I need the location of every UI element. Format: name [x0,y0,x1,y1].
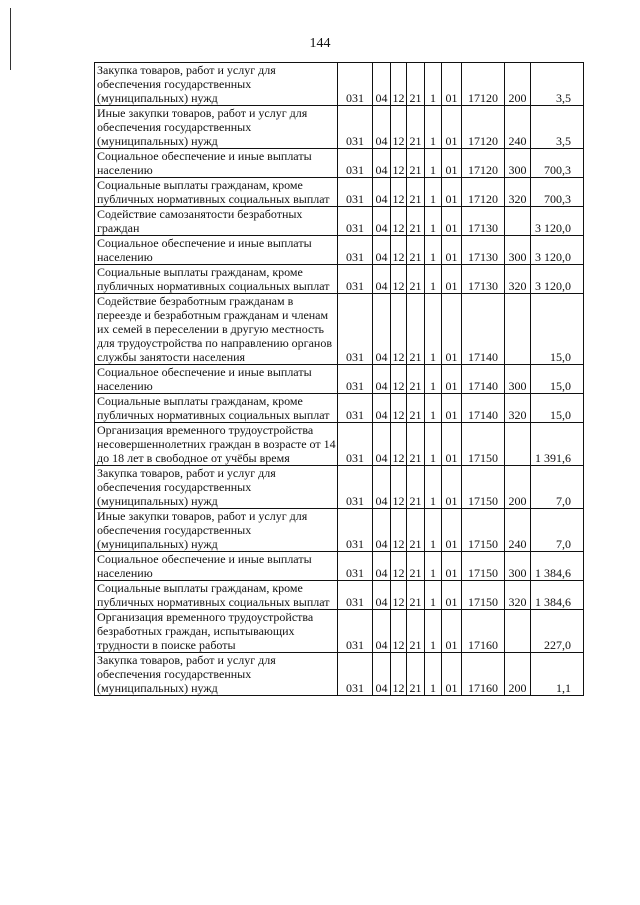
table-row [95,265,584,294]
subprogram-code: 1 [425,149,442,178]
row-name: Организация временного трудоустройства несовершеннолетних граждан в возрасте от 14 до 18 лет в свободное от учёбы время [95,423,338,466]
expense-type-code: 200 [505,653,531,696]
event-code: 01 [442,149,462,178]
subprogram-code: 1 [425,365,442,394]
section-code: 04 [373,581,391,610]
program-code: 21 [407,294,425,365]
event-code: 01 [442,466,462,509]
direction-code: 17160 [462,653,505,696]
expense-type-code: 300 [505,365,531,394]
program-code: 21 [407,610,425,653]
table-row [95,509,584,552]
subsection-code: 12 [391,236,407,265]
event-code: 01 [442,294,462,365]
subsection-code: 12 [391,466,407,509]
section-code: 04 [373,106,391,149]
subsection-code: 12 [391,394,407,423]
row-name: Закупка товаров, работ и услуг для обеспечения государственных (муниципальных) нужд [95,653,338,696]
expense-type-code: 200 [505,466,531,509]
ministry-code: 031 [338,149,373,178]
amount: 15,0 [531,394,584,423]
event-code: 01 [442,236,462,265]
amount: 15,0 [531,294,584,365]
row-name: Социальное обеспечение и иные выплаты населению [95,552,338,581]
subprogram-code: 1 [425,63,442,106]
event-code: 01 [442,509,462,552]
program-code: 21 [407,466,425,509]
row-name: Социальное обеспечение и иные выплаты населению [95,149,338,178]
subsection-code: 12 [391,509,407,552]
table-row [95,466,584,509]
program-code: 21 [407,236,425,265]
table-row [95,207,584,236]
program-code: 21 [407,552,425,581]
event-code: 01 [442,265,462,294]
ministry-code: 031 [338,552,373,581]
ministry-code: 031 [338,236,373,265]
table-row [95,365,584,394]
ministry-code: 031 [338,653,373,696]
subprogram-code: 1 [425,509,442,552]
row-name: Содействие самозанятости безработных граждан [95,207,338,236]
amount: 227,0 [531,610,584,653]
section-code: 04 [373,610,391,653]
row-name: Иные закупки товаров, работ и услуг для обеспечения государственных (муниципальных) нужд [95,106,338,149]
program-code: 21 [407,265,425,294]
row-name: Иные закупки товаров, работ и услуг для обеспечения государственных (муниципальных) нужд [95,509,338,552]
direction-code: 17140 [462,365,505,394]
table-row [95,149,584,178]
section-code: 04 [373,207,391,236]
expense-type-code: 300 [505,236,531,265]
direction-code: 17150 [462,509,505,552]
amount: 1,1 [531,653,584,696]
expense-type-code [505,610,531,653]
table-row [95,294,584,365]
section-code: 04 [373,236,391,265]
amount: 7,0 [531,466,584,509]
ministry-code: 031 [338,265,373,294]
table-row [95,394,584,423]
subprogram-code: 1 [425,466,442,509]
amount: 1 384,6 [531,581,584,610]
program-code: 21 [407,207,425,236]
subsection-code: 12 [391,423,407,466]
event-code: 01 [442,106,462,149]
event-code: 01 [442,394,462,423]
amount: 3,5 [531,63,584,106]
program-code: 21 [407,63,425,106]
event-code: 01 [442,423,462,466]
amount: 1 384,6 [531,552,584,581]
direction-code: 17120 [462,178,505,207]
subprogram-code: 1 [425,106,442,149]
event-code: 01 [442,552,462,581]
section-code: 04 [373,63,391,106]
table-row [95,63,584,106]
program-code: 21 [407,365,425,394]
section-code: 04 [373,265,391,294]
expense-type-code: 320 [505,178,531,207]
subprogram-code: 1 [425,207,442,236]
program-code: 21 [407,394,425,423]
amount: 700,3 [531,149,584,178]
table-row [95,581,584,610]
subsection-code: 12 [391,610,407,653]
subprogram-code: 1 [425,265,442,294]
section-code: 04 [373,509,391,552]
row-name: Закупка товаров, работ и услуг для обеспечения государственных (муниципальных) нужд [95,63,338,106]
subprogram-code: 1 [425,294,442,365]
expense-type-code [505,423,531,466]
direction-code: 17140 [462,294,505,365]
expense-type-code: 240 [505,509,531,552]
amount: 3 120,0 [531,207,584,236]
expense-type-code [505,294,531,365]
event-code: 01 [442,653,462,696]
program-code: 21 [407,149,425,178]
section-code: 04 [373,149,391,178]
expense-type-code: 320 [505,581,531,610]
expense-type-code [505,207,531,236]
program-code: 21 [407,509,425,552]
expense-type-code: 300 [505,552,531,581]
direction-code: 17150 [462,466,505,509]
direction-code: 17140 [462,394,505,423]
subprogram-code: 1 [425,178,442,207]
event-code: 01 [442,610,462,653]
section-code: 04 [373,394,391,423]
subprogram-code: 1 [425,423,442,466]
row-name: Организация временного трудоустройства безработных граждан, испытывающих трудности в поиске работы [95,610,338,653]
row-name: Социальные выплаты гражданам, кроме публичных нормативных социальных выплат [95,581,338,610]
expense-type-code: 320 [505,265,531,294]
event-code: 01 [442,365,462,394]
direction-code: 17130 [462,265,505,294]
ministry-code: 031 [338,63,373,106]
subsection-code: 12 [391,365,407,394]
amount: 3 120,0 [531,236,584,265]
subsection-code: 12 [391,653,407,696]
event-code: 01 [442,63,462,106]
expense-type-code: 200 [505,63,531,106]
subprogram-code: 1 [425,236,442,265]
subprogram-code: 1 [425,581,442,610]
event-code: 01 [442,581,462,610]
subsection-code: 12 [391,265,407,294]
section-code: 04 [373,365,391,394]
row-name: Социальное обеспечение и иные выплаты населению [95,236,338,265]
table-row [95,178,584,207]
expense-type-code: 240 [505,106,531,149]
ministry-code: 031 [338,466,373,509]
program-code: 21 [407,178,425,207]
direction-code: 17160 [462,610,505,653]
page-number: 144 [309,36,331,51]
ministry-code: 031 [338,294,373,365]
ministry-code: 031 [338,423,373,466]
direction-code: 17130 [462,236,505,265]
section-code: 04 [373,653,391,696]
row-name: Социальные выплаты гражданам, кроме публичных нормативных социальных выплат [95,394,338,423]
program-code: 21 [407,581,425,610]
section-code: 04 [373,178,391,207]
expense-type-code: 300 [505,149,531,178]
ministry-code: 031 [338,610,373,653]
direction-code: 17150 [462,423,505,466]
budget-table [94,62,584,696]
subsection-code: 12 [391,178,407,207]
table-row [95,653,584,696]
direction-code: 17120 [462,149,505,178]
section-code: 04 [373,294,391,365]
subsection-code: 12 [391,63,407,106]
program-code: 21 [407,653,425,696]
ministry-code: 031 [338,509,373,552]
amount: 3 120,0 [531,265,584,294]
ministry-code: 031 [338,394,373,423]
amount: 7,0 [531,509,584,552]
subsection-code: 12 [391,207,407,236]
ministry-code: 031 [338,106,373,149]
subprogram-code: 1 [425,394,442,423]
table-row [95,236,584,265]
subsection-code: 12 [391,294,407,365]
subprogram-code: 1 [425,610,442,653]
row-name: Социальные выплаты гражданам, кроме публичных нормативных социальных выплат [95,265,338,294]
event-code: 01 [442,207,462,236]
table-row [95,552,584,581]
row-name: Социальное обеспечение и иные выплаты населению [95,365,338,394]
subprogram-code: 1 [425,653,442,696]
section-code: 04 [373,466,391,509]
subsection-code: 12 [391,581,407,610]
amount: 1 391,6 [531,423,584,466]
section-code: 04 [373,423,391,466]
amount: 700,3 [531,178,584,207]
event-code: 01 [442,178,462,207]
subprogram-code: 1 [425,552,442,581]
direction-code: 17130 [462,207,505,236]
amount: 15,0 [531,365,584,394]
row-name: Закупка товаров, работ и услуг для обеспечения государственных (муниципальных) нужд [95,466,338,509]
subsection-code: 12 [391,106,407,149]
ministry-code: 031 [338,207,373,236]
direction-code: 17150 [462,552,505,581]
ministry-code: 031 [338,581,373,610]
table-row [95,106,584,149]
program-code: 21 [407,106,425,149]
table-row [95,423,584,466]
direction-code: 17150 [462,581,505,610]
subsection-code: 12 [391,149,407,178]
section-code: 04 [373,552,391,581]
row-name: Социальные выплаты гражданам, кроме публичных нормативных социальных выплат [95,178,338,207]
ministry-code: 031 [338,178,373,207]
table-row [95,610,584,653]
subsection-code: 12 [391,552,407,581]
direction-code: 17120 [462,63,505,106]
row-name: Содействие безработным гражданам в переезде и безработным гражданам и членам их семей в переселении в другую местность для трудоустройства по направлению органов службы занятости населения [95,294,338,365]
direction-code: 17120 [462,106,505,149]
program-code: 21 [407,423,425,466]
expense-type-code: 320 [505,394,531,423]
amount: 3,5 [531,106,584,149]
ministry-code: 031 [338,365,373,394]
